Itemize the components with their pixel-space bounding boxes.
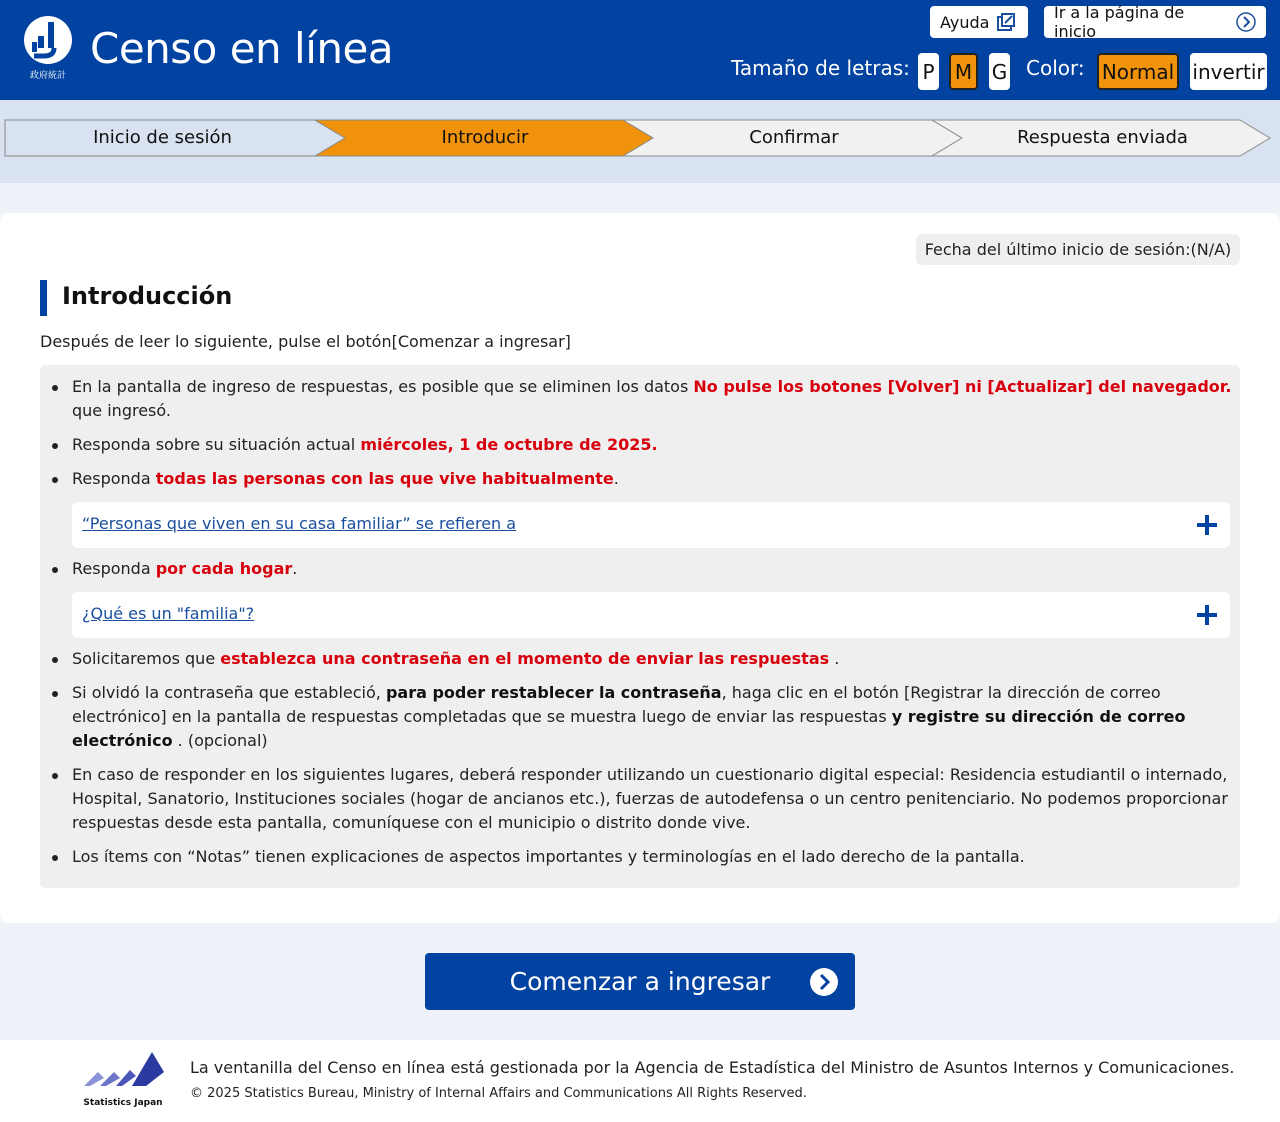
site-title: Censo en línea	[90, 24, 394, 73]
list-item: Si olvidó la contraseña que estableció, para poder restablecer la contraseña, haga clic en el botón [Registrar la dirección de correo electrónico] en la pantalla de respuestas completadas que se muestra luego de enviar las respuestas y registre su dirección de correo electrónico . (opcional)	[72, 681, 1232, 753]
list-item: Responda por cada hogar.	[72, 557, 1232, 581]
page-title: Introducción	[40, 280, 232, 316]
color-label: Color:	[1026, 56, 1085, 80]
date-text: miércoles, 1 de octubre de 2025.	[360, 435, 658, 454]
logo-graphic-icon	[24, 16, 72, 64]
color-normal-button[interactable]: Normal	[1097, 53, 1179, 90]
statistics-japan-logo-text: Statistics Japan	[83, 1098, 163, 1108]
plus-icon[interactable]	[1196, 604, 1218, 626]
list-item: Los ítems con “Notas” tienen explicaciones de aspectos importantes y terminologías en el lado derecho de la pantalla.	[72, 845, 1232, 869]
font-size-small-button[interactable]: P	[918, 53, 939, 90]
expander-family[interactable]	[72, 592, 1230, 638]
list-item: Solicitaremos que establezca una contraseña en el momento de enviar las respuestas .	[72, 647, 1232, 671]
font-size-label: Tamaño de letras:	[731, 56, 910, 80]
list-item: Responda sobre su situación actual miércoles, 1 de octubre de 2025.	[72, 433, 1232, 457]
warning-text: No pulse los botones [Volver] ni [Actualizar] del navegador.	[693, 377, 1232, 396]
expander-household-members-link[interactable]: “Personas que viven en su casa familiar” se refieren a	[82, 514, 517, 533]
start-input-label: Comenzar a ingresar	[509, 967, 771, 996]
font-size-large-button[interactable]: G	[989, 53, 1010, 90]
external-link-icon	[997, 13, 1015, 31]
expander-household-members[interactable]	[72, 502, 1230, 548]
government-statistics-logo	[22, 16, 74, 84]
home-label: Ir a la página de inicio	[1054, 3, 1185, 41]
logo-mark	[24, 16, 72, 64]
color-invert-button[interactable]: invertir	[1190, 53, 1267, 90]
logo-subtitle: 政府統計	[29, 71, 66, 81]
help-label: Ayuda	[940, 12, 990, 32]
step-input: Introducir	[441, 127, 529, 148]
font-size-medium-button[interactable]: M	[949, 53, 978, 90]
list-item: En la pantalla de ingreso de respuestas, es posible que se eliminen los datos No pulse los botones [Volver] ni [Actualizar] del navegador. que ingresó.	[72, 375, 1232, 423]
step-sent: Respuesta enviada	[1017, 127, 1188, 148]
intro-text: Después de leer lo siguiente, pulse el botón[Comenzar a ingresar]	[40, 332, 571, 351]
chevron-right-circle-icon	[1236, 12, 1256, 32]
progress-steps	[0, 100, 1280, 183]
plus-icon[interactable]	[1196, 514, 1218, 536]
statistics-japan-logo	[80, 1048, 166, 1108]
site-header	[0, 0, 1280, 100]
site-footer	[0, 1040, 1280, 1122]
home-page-button[interactable]	[1044, 3, 1266, 41]
expander-family-link[interactable]: ¿Qué es un "familia"?	[82, 604, 255, 623]
copyright-text: © 2025 Statistics Bureau, Ministry of Internal Affairs and Communications All Rights Reserved.	[190, 1086, 807, 1101]
chevron-right-circle-icon	[809, 967, 839, 997]
last-login-info: Fecha del último inicio de sesión:(N/A)	[916, 234, 1240, 265]
list-item: Responda todas las personas con las que vive habitualmente.	[72, 467, 1232, 491]
notice-box	[40, 365, 1240, 888]
list-item: En caso de responder en los siguientes lugares, deberá responder utilizando un cuestionario digital especial: Residencia estudiantil o internado, Hospital, Sanatorio, Instituciones sociales (hogar de ancianos etc.), fuerzas de autodefensa o un centro penitenciario. No podemos proporcionar respuestas desde esta pantalla, comuníquese con el municipio o distrito donde vive.	[72, 763, 1232, 835]
step-login: Inicio de sesión	[93, 127, 232, 148]
start-input-button[interactable]	[425, 953, 855, 1010]
statistics-japan-logo-icon	[80, 1048, 166, 1096]
footer-text: La ventanilla del Censo en línea está gestionada por la Agencia de Estadística del Ministro de Asuntos Internos y Comunicaciones.	[190, 1058, 1235, 1077]
step-confirm: Confirmar	[749, 127, 839, 148]
help-button[interactable]	[930, 6, 1028, 38]
